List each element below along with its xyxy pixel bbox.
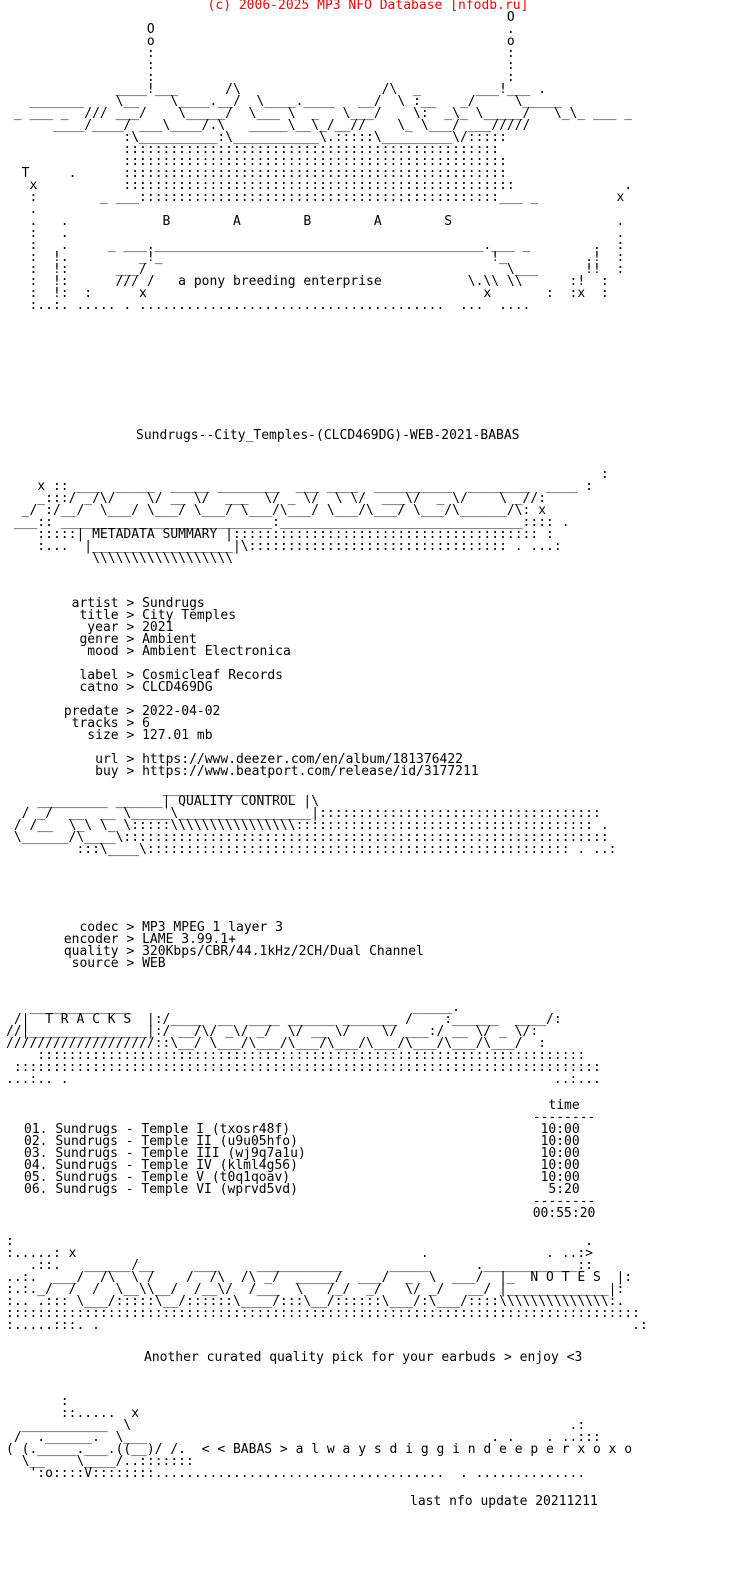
kv-separator: > bbox=[118, 704, 143, 719]
track-title: Sundrugs - Temple II (u9u05hfo) bbox=[55, 1134, 298, 1149]
kv-separator: > bbox=[118, 728, 143, 743]
track-time: 10:00 bbox=[297, 1134, 580, 1149]
track-title: Sundrugs - Temple IV (klml4g56) bbox=[55, 1158, 298, 1173]
tracks-divider: -------- bbox=[24, 1194, 596, 1209]
kv-label: url bbox=[56, 752, 119, 767]
track-title: Sundrugs - Temple V (t0q1qoav) bbox=[55, 1170, 291, 1185]
kv-separator: > bbox=[118, 764, 143, 779]
notes-text: Another curated quality pick for your earbuds > enjoy <3 bbox=[144, 1350, 583, 1365]
kv-row-size bbox=[56, 730, 479, 742]
kv-value: LAME 3.99.1+ bbox=[142, 932, 237, 947]
kv-value: CLCD469DG bbox=[142, 680, 213, 695]
kv-separator: > bbox=[118, 680, 143, 695]
track-time: 5:20 bbox=[297, 1182, 580, 1197]
kv-separator: > bbox=[118, 608, 143, 623]
kv-label: predate bbox=[56, 704, 119, 719]
tracks-time-header: time bbox=[24, 1098, 580, 1113]
kv-row-mood bbox=[56, 646, 479, 658]
group-logo-art: O O . o o : : : : : : ____!___ /\ /\ _ ___!___ . _______ \__ \____.__/ \____.____ __/ \ :__ _/ \_____ _ ___ _ /// ___/ \_____/ \___ \ _ \___/ \: _\_ \_____/ \_\_ ___ _ ____/____/ ___\____/.\ _____\__\_/__// \_ \___/ ___///// :\__________:\___________\.:::::\_________\/::::: :::::::::::::::::::::::::::::::::::::::::::::::: ::::::::::::::::::::::::::::::::::::::::::::::::: T . ::::::::::::::::::::::::::::::::::::::::::::::::: x :::::::::::::::::::::::::::::::::::::::::::::::::: . : _ ___::::::::::::::::::::::::::::::::::::::::::::::___ _ x . . . B A B A S . : . . : . _ ___.__________________________________________.___ _ . : : !. _!_ !_ .! : : !: ___/ \___ !! : : !: /// / a pony breeding enterprise \.\\ \\ :! : : !: : x x : :x : :..:. ..... . ....................................... ... .... bbox=[13, 10, 633, 313]
track-title: Sundrugs - Temple I (txosr48f) bbox=[55, 1122, 291, 1137]
track-time: 10:00 bbox=[297, 1158, 580, 1173]
track-number: 02. bbox=[24, 1134, 56, 1149]
track-number: 05. bbox=[24, 1170, 56, 1185]
kv-separator: > bbox=[118, 752, 143, 767]
track-number: 06. bbox=[24, 1182, 56, 1197]
metadata-list bbox=[56, 598, 479, 778]
kv-row-catno bbox=[56, 682, 479, 694]
tracklist bbox=[24, 1100, 624, 1220]
track-time: 10:00 bbox=[290, 1170, 580, 1185]
quality-banner-art: _________________ _________ ______| QUALITY CONTROL |\ / _/ __ __ \_____\_________________|:::::::::::::::::::::::::::::::::::: / /__ \_\ \_ \:::::\\\\\\\\\\\\\\\\:::::::::::::::::::::::::::::::::::::: . \______/\____\:::::::::::::::::::::::::::::::::::::::::::::::::::::::::::::: :::\____\:::::::::::::::::::::::::::::::::::::::::::::::::::::: . ..: bbox=[13, 782, 617, 857]
kv-label: buy bbox=[56, 764, 119, 779]
kv-separator: > bbox=[118, 596, 143, 611]
kv-value: Ambient bbox=[142, 632, 197, 647]
release-name: Sundrugs--City_Temples-(CLCD469DG)-WEB-2021-BABAS bbox=[136, 428, 520, 443]
kv-label: source bbox=[56, 956, 119, 971]
kv-label: mood bbox=[56, 644, 119, 659]
kv-label: year bbox=[56, 620, 119, 635]
track-number: 03. bbox=[24, 1146, 56, 1161]
kv-value: WEB bbox=[142, 956, 166, 971]
site-header[interactable]: (c) 2006-2025 MP3 NFO Database [nfodb.ru] bbox=[207, 0, 529, 13]
kv-value: 320Kbps/CBR/44.1kHz/2CH/Dual Channel bbox=[142, 944, 424, 959]
kv-value: 2021 bbox=[142, 620, 174, 635]
kv-value: 6 bbox=[142, 716, 150, 731]
kv-value: 2022-04-02 bbox=[142, 704, 221, 719]
kv-label: title bbox=[56, 608, 119, 623]
quality-list bbox=[56, 922, 424, 970]
kv-value: Sundrugs bbox=[142, 596, 205, 611]
last-update-text: last nfo update 20211211 bbox=[410, 1494, 598, 1509]
track-title: Sundrugs - Temple VI (wprvd5vd) bbox=[55, 1182, 298, 1197]
tracks-banner-art: _____________ _____. /| T R A C K S |:/____ __ ____ ______ _______ / :______ ____/: //|_______________|:/ __/\/ _\/ _/ \/ __ \/ \/ ___:/ __ \/ _ \/: ///////////////////::\__/ \___/\___/\___/\___/\___/\___/\___/\___/ : :::::::::::::::::::::::::::::::::::::::::::::::::::::::::::::::::::::: ::::::::::::::::::::::::::::::::::::::::::::::::::::::::::::::::::::::::::: ...:.. . ..:... bbox=[6, 1000, 601, 1087]
kv-label: codec bbox=[56, 920, 119, 935]
track-number: 04. bbox=[24, 1158, 56, 1173]
kv-value: MP3 MPEG 1 layer 3 bbox=[142, 920, 283, 935]
kv-label: artist bbox=[56, 596, 119, 611]
kv-label: size bbox=[56, 728, 119, 743]
kv-value: Ambient Electronica bbox=[142, 644, 291, 659]
notes-banner-art: : . :.....: x . . ..:> .::. ______/__ ___ ___________ _____ .____________:: ..:. ___/ /\ \ / / /\ /\ _/ _____/ ___/ _ \ ___/ |_ N O T E S |: :.:._/ / / \__\\__/ /__\/ /___ \ /_/ _/ \/ _/ __/ |_____________|: :.. .::: \___/:::::\__/::::::\____/:::\__/::::::\___/:\___/::::\\\\\\\\\\\\\\:. ::::::::::::::::::::::::::::::::::::::::::::::::::::::::::::::::::::::::::::::::: :.....:::. . .: bbox=[6, 1234, 648, 1333]
kv-label: tracks bbox=[56, 716, 119, 731]
kv-row-source bbox=[56, 958, 424, 970]
track-time: 10:00 bbox=[290, 1122, 580, 1137]
kv-label: genre bbox=[56, 632, 119, 647]
kv-separator: > bbox=[118, 632, 143, 647]
kv-value: 127.01 mb bbox=[142, 728, 213, 743]
kv-separator: > bbox=[118, 668, 143, 683]
metadata-section bbox=[56, 598, 479, 778]
kv-label: catno bbox=[56, 680, 119, 695]
quality-section bbox=[56, 922, 424, 970]
tracklist-section bbox=[24, 1100, 624, 1220]
kv-label: label bbox=[56, 668, 119, 683]
kv-value: Cosmicleaf Records bbox=[142, 668, 283, 683]
kv-label: quality bbox=[56, 944, 119, 959]
kv-label: encoder bbox=[56, 932, 119, 947]
kv-separator: > bbox=[118, 932, 143, 947]
kv-separator: > bbox=[118, 644, 143, 659]
kv-row-buy bbox=[56, 766, 479, 778]
kv-separator: > bbox=[118, 944, 143, 959]
track-time: 10:00 bbox=[305, 1146, 580, 1161]
kv-value[interactable]: https://www.deezer.com/en/album/181376422 bbox=[142, 752, 464, 767]
kv-separator: > bbox=[118, 920, 143, 935]
kv-separator: > bbox=[118, 716, 143, 731]
kv-value: City Temples bbox=[142, 608, 237, 623]
kv-value[interactable]: https://www.beatport.com/release/id/3177211 bbox=[142, 764, 479, 779]
tracks-divider: -------- bbox=[24, 1110, 596, 1125]
kv-separator: > bbox=[118, 956, 143, 971]
track-title: Sundrugs - Temple III (wj9q7a1u) bbox=[55, 1146, 306, 1161]
metadata-banner-art: : x :: ___ _____ _____ ________ ___ ____ __________ ________ ____ : _:::/ _/\/ \/ __ \/ ___ \/ _ \/ \ \/ ___\/ _ \/ \ _//: _/ :/__/ \___/ \___/ \___/ \___/\___/ \___/\___/ \___/\______/\: x ___:: ___________________________:_______________________________:::: . :::::| METADATA SUMMARY |::::::::::::::::::::::::::::::::::::::: : :... |__________________|\::::::::::::::::::::::::::::::::: . ...: \\\\\\\\\\\\\\\\\\ bbox=[13, 467, 609, 566]
footer-art: : ::..... x ___________ \ .: / .______. \___ . . . ..::: ( (._____.___.((__)/ /. < < BABAS > a l w a y s d i g g i n d e e p e r x o x o \__ \____/..::::::: ':o::::V::::::::..................................... . .............. bbox=[6, 1394, 633, 1481]
kv-separator: > bbox=[118, 620, 143, 635]
track-number: 01. bbox=[24, 1122, 56, 1137]
tracks-total-time: 00:55:20 bbox=[24, 1206, 596, 1221]
